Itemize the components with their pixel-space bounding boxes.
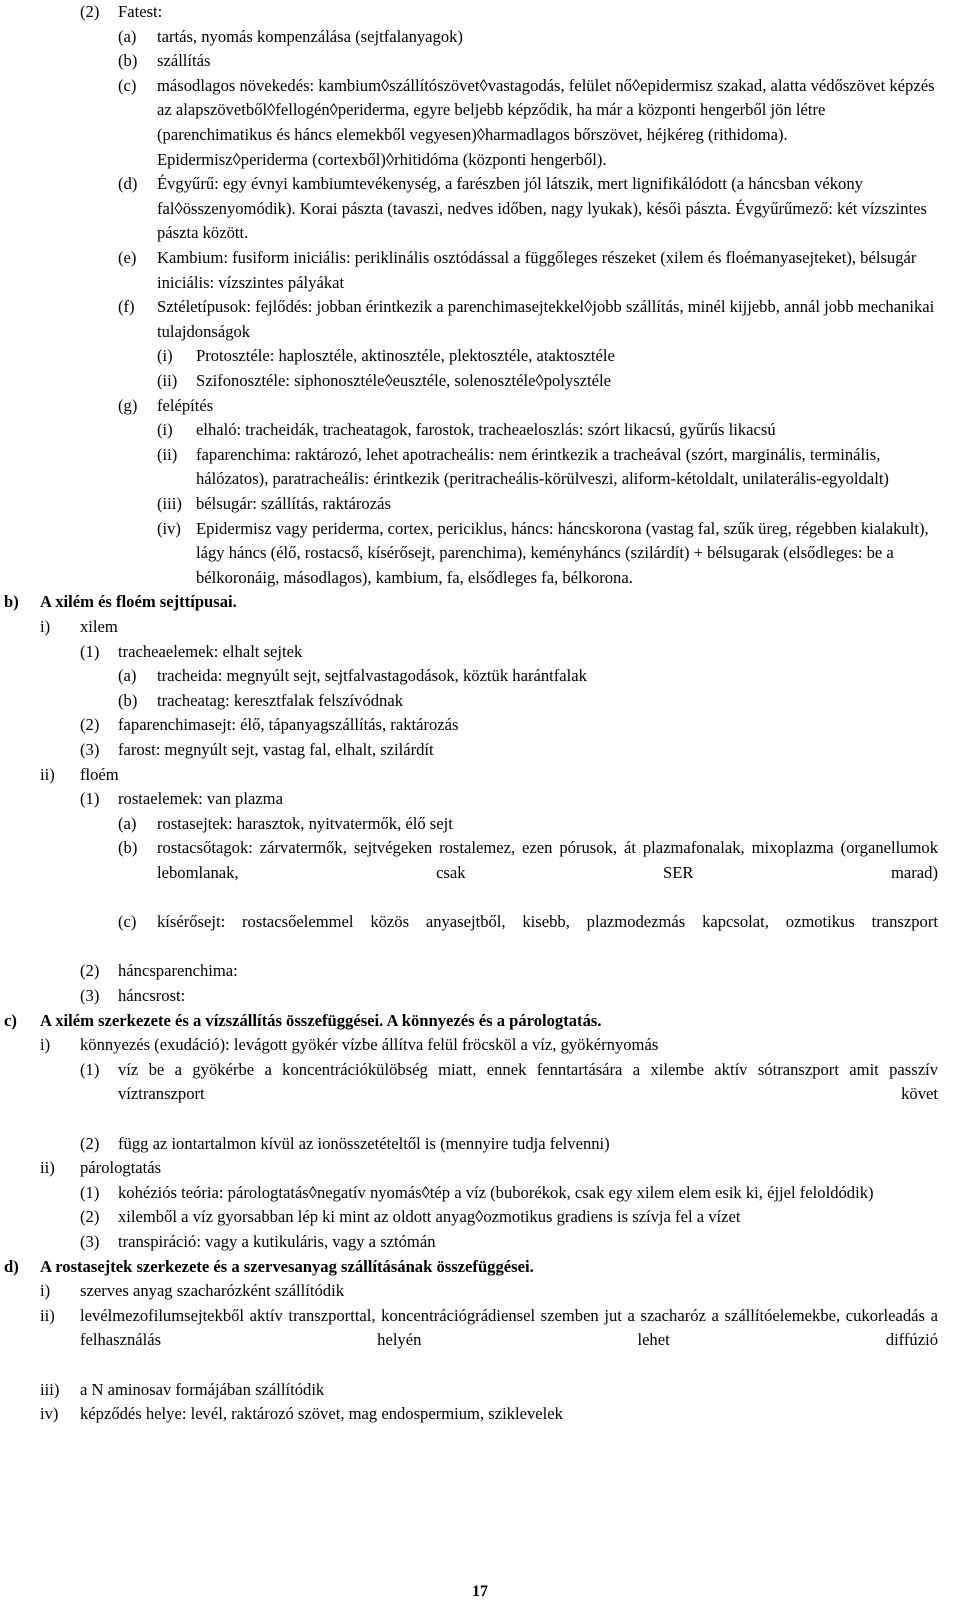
list-marker: iii) [40, 1379, 60, 1399]
list-item-text: A rostasejtek szerkezete és a szervesanyag szállításának összefüggései. [40, 1256, 534, 1276]
list-marker: (3) [80, 986, 100, 1005]
list-marker: (b) [118, 690, 138, 710]
list-item-text: Fatest: [118, 2, 163, 21]
list-marker: (ii) [157, 371, 178, 390]
list-marker: (iii) [157, 494, 182, 513]
list-marker: ii) [40, 764, 55, 784]
list-item-text: szerves anyag szacharózként szállítódik [80, 1281, 345, 1301]
list-item-text: Szifonosztéle: siphonosztéle◊eusztéle, solenosztéle◊polysztéle [196, 371, 611, 390]
list-item-text: szállítás [157, 51, 211, 71]
list-item-text: rostaelemek: van plazma [118, 789, 283, 809]
list-item-text: Protosztéle: haplosztéle, aktinosztéle, plektosztéle, ataktosztéle [196, 346, 615, 366]
list-item-text: kísérősejt: rostacsőelemmel közös anyasejtből, kisebb, plazmodezmás kapcsolat, ozmotikus transzport [157, 912, 938, 932]
list-item-text: tartás, nyomás kompenzálása (sejtfalanyagok) [157, 26, 463, 46]
page-number: 17 [472, 1583, 488, 1600]
list-item-text: Epidermisz vagy periderma, cortex, periciklus, háncs: háncskorona (vastag fal, szűk üreg, régebben kialakult), lágy háncs (élő, rostacső, kísérősejt, parenchima), keményháncs (szilárdít) + bélsugarak (elsődleges: be a bélkoronáig, másodlagos), kambium, fa, elsődleges fa, bélkorona. [196, 518, 929, 587]
list-item-text: könnyezés (exudáció): levágott gyökér vízbe állítva felül fröcsköl a víz, gyökérnyomás [80, 1035, 659, 1055]
list-marker: ii) [40, 1305, 55, 1325]
list-item-text: függ az iontartalmon kívül az ionösszetételtől is (mennyire tudja felvenni) [118, 1133, 610, 1153]
list-item-text: víz be a gyökérbe a koncentrációkülöbség miatt, ennek fenntartására a xilembe aktív sótranszport amit passzív víztranszport követ [118, 1059, 938, 1104]
list-marker: (f) [118, 297, 135, 317]
list-marker: (3) [80, 740, 100, 759]
list-marker: i) [40, 1035, 51, 1055]
list-item-text: képződés helye: levél, raktározó szövet, mag endospermium, sziklevelek [80, 1404, 563, 1424]
list-marker: (a) [118, 26, 137, 46]
list-item-text: háncsparenchima: [118, 961, 238, 981]
list-marker: (b) [118, 51, 138, 71]
list-marker: (3) [80, 1232, 100, 1251]
list-marker: (d) [118, 174, 138, 194]
list-item-text: floém [80, 764, 119, 784]
list-marker: (a) [118, 813, 137, 833]
list-marker: (2) [80, 1133, 100, 1153]
list-item-text: Kambium: fusiform iniciális: periklinális osztódással a függőleges részeket (xilem és floémanyasejteket), bélsugár iniciális: vízszintes pályákat [157, 248, 917, 292]
list-marker: iv) [40, 1404, 59, 1424]
list-item-text: Sztéletípusok: fejlődés: jobban érintkezik a parenchimasejtekkel◊jobb szállítás, minél kijjebb, annál jobb mechanikai tulajdonságok [157, 297, 935, 341]
list-item-text: párologtatás [80, 1158, 162, 1178]
list-item-text: Évgyűrű: egy évnyi kambiumtevékenység, a farészben jól látszik, mert lignifikálódott (a háncsban vékony fal◊összenyomódik). Korai pászta (tavaszi, nedves időben, nagy lyukak), késői pászta. Évgyűrűmező: két vízszintes pászta között. [157, 174, 927, 243]
list-item-text: háncsrost: [118, 986, 186, 1005]
list-marker: (2) [80, 2, 100, 21]
list-marker: (c) [118, 75, 137, 95]
list-item-text: faparenchima: raktározó, lehet apotracheális: nem érintkezik a tracheával (szórt, marginális, terminális, hálózatos), paratracheális: érintkezik (peritracheális-körülveszi, aliform-kétoldalt, unilaterális-egyoldalt) [196, 444, 889, 489]
list-marker: (1) [80, 1182, 100, 1202]
list-item-text: a N aminosav formájában szállítódik [80, 1379, 325, 1399]
list-marker: b) [4, 592, 19, 612]
list-marker: (1) [80, 789, 100, 809]
list-marker: (iv) [157, 518, 181, 538]
list-marker: (1) [80, 641, 100, 661]
list-marker: (2) [80, 961, 100, 981]
list-item-text: bélsugár: szállítás, raktározás [196, 494, 391, 513]
list-marker: (2) [80, 1207, 100, 1227]
list-item-text: A xilém és floém sejttípusai. [40, 592, 237, 612]
list-item-text: kohéziós teória: párologtatás◊negatív nyomás◊tép a víz (buborékok, csak egy xilem elem esik ki, éjjel feloldódik) [118, 1182, 874, 1202]
list-item-text: másodlagos növekedés: kambium◊szállítószövet◊vastagodás, felület nő◊epidermisz szakad, alatta védőszövet képzés az alapszövetből◊fellogén◊periderma, egyre beljebb képződik, ha már a központi hengerből jön létre (parenchimatikus és háncs elemekből vegyesen)◊harmadlagos bőrszövet, héjkéreg (rithidoma). Epidermisz◊periderma (cortexből)◊rhitidóma (központi hengerből). [157, 75, 935, 169]
list-marker: (2) [80, 715, 100, 735]
list-marker: (a) [118, 666, 137, 686]
list-item-text: xilem [80, 617, 118, 636]
list-item-text: levélmezofilumsejtekből aktív transzporttal, koncentrációgrádiensel szemben jut a szacharóz a szállítóelemekbe, cukorleadás a felhasználás helyén lehet diffúzió [80, 1305, 938, 1350]
list-marker: (i) [157, 346, 173, 366]
list-item-text: tracheatag: keresztfalak felszívódnak [157, 690, 404, 710]
list-marker: (c) [118, 912, 137, 932]
list-marker: (b) [118, 838, 138, 858]
list-marker: (g) [118, 395, 138, 415]
list-item-text: transpiráció: vagy a kutikuláris, vagy a sztómán [118, 1232, 436, 1251]
list-item-text: tracheaelemek: elhalt sejtek [118, 641, 303, 661]
list-marker: (1) [80, 1059, 100, 1079]
list-item-text: felépítés [157, 395, 214, 415]
list-item-text: A xilém szerkezete és a vízszállítás összefüggései. A könnyezés és a párologtatás. [40, 1010, 602, 1030]
list-item-text: faparenchimasejt: élő, tápanyagszállítás, raktározás [118, 715, 459, 735]
list-marker: (ii) [157, 444, 178, 464]
list-marker: i) [40, 617, 51, 636]
list-marker: c) [4, 1010, 17, 1030]
list-item-text: elhaló: tracheidák, tracheatagok, farostok, tracheaeloszlás: szórt likacsú, gyűrűs likacsú [196, 420, 776, 440]
list-marker: ii) [40, 1158, 55, 1178]
list-item-text: farost: megnyúlt sejt, vastag fal, elhalt, szilárdít [118, 740, 434, 759]
list-marker: (e) [118, 248, 137, 267]
list-item-text: xilemből a víz gyorsabban lép ki mint az oldott anyag◊ozmotikus gradiens is szívja fel a vízet [118, 1207, 741, 1227]
list-marker: (i) [157, 420, 173, 440]
list-marker: i) [40, 1281, 51, 1301]
list-item-text: tracheida: megnyúlt sejt, sejtfalvastagodások, köztük harántfalak [157, 666, 587, 686]
list-item-text: rostasejtek: harasztok, nyitvatermők, élő sejt [157, 813, 453, 833]
list-item-text: rostacsőtagok: zárvatermők, sejtvégeken rostalemez, ezen pórusok, át plazmafonalak, mixoplazma (organellumok lebomlanak, csak SER marad) [157, 838, 938, 882]
list-marker: d) [4, 1256, 19, 1276]
